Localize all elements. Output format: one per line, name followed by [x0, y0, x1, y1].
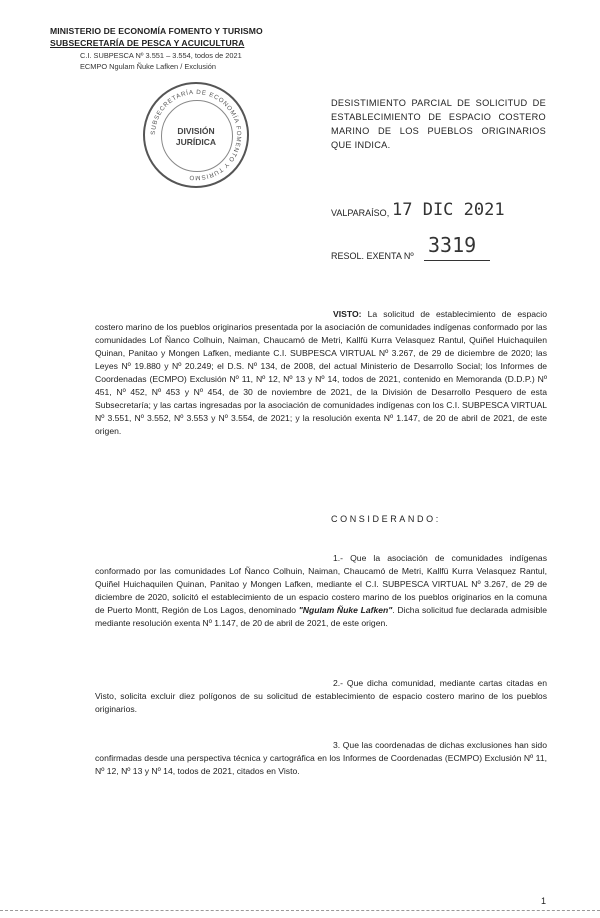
page-number: 1 — [540, 896, 546, 906]
document-header — [50, 26, 280, 73]
considerando-2 — [95, 677, 547, 716]
considerando-heading: CONSIDERANDO: — [331, 514, 441, 524]
resolution-subject: DESISTIMIENTO PARCIAL DE SOLICITUD DE ESTABLECIMIENTO DE ESPACIO COSTERO MARINO DE LOS PUEBLOS ORIGINARIOS QUE INDICA. — [331, 98, 546, 150]
considerando-1-text-a: Que la asociación de comunidades indígenas conformado por las comunidades Lof Ñanco Colhuin, Naiman, Chaucamó de Metri, Kallfü Kurra Velasquez Rantul, Quiñel Huichaquilen Quinan, Panitao y Mongen Lafken, mediante el C.I. SUBPESCA VIRTUAL Nº 3.267, de 29 de diciembre de 2020, solicitó el establecimiento de un espacio costero marino de los pueblos originarios en la comuna de Puerto Montt, Región de Los Lagos, denominado — [95, 553, 547, 615]
stamp-line-1: DIVISIÓN — [177, 126, 215, 136]
reference-line-2: ECMPO Ngulam Ñuke Lafken / Exclusión — [80, 62, 216, 72]
scan-edge-line — [0, 910, 600, 911]
date-stamp: 17 DIC 2021 — [392, 200, 505, 220]
considerando-2-number: 2.- — [333, 678, 344, 688]
considerando-2-text: Que dicha comunidad, mediante cartas citadas en Visto, solicita excluir diez polígonos de su solicitud de establecimiento de espacio costero marino de los pueblos originarios. — [95, 678, 547, 714]
resolution-underline — [424, 260, 490, 261]
ministry-name: MINISTERIO DE ECONOMÍA FOMENTO Y TURISMO — [50, 26, 263, 36]
resolution-label: RESOL. EXENTA Nº — [331, 251, 414, 261]
considerando-3-number: 3. — [333, 740, 341, 750]
resolution-number: 3319 — [428, 233, 477, 257]
stamp-label — [145, 126, 247, 148]
visto-text: La solicitud de establecimiento de espacio costero marino de los pueblos originarios presentada por la asociación de comunidades indígenas conformado por las comunidades Lof Ñanco Colhuin, Naiman, Chaucamó de Metri, Kallfü Kurra Velasquez Rantul, Quiñel Huichaquilen Quinan, Panitao y Mongen Lafken, mediante C.I. SUBPESCA VIRTUAL Nº 3.267, de 29 de diciembre de 2020; las Leyes Nº 19.880 y Nº 20.249; el D.S. Nº 134, de 2008, del actual Ministerio de Desarrollo Social; los Informes de Coordenadas (ECMPO) Exclusión Nº 11, Nº 12, Nº 13 y Nº 14, todos de 2021, contenido en Memoranda (D.D.P.) Nº 451, Nº 452, Nº 453 y Nº 454, de 30 de noviembre de 2021, de la División de Desarrollo Pesquero de esta Subsecretaría; y las cartas ingresadas por la asociación de comunidades indígenas con los C.I. SUBPESCA VIRTUAL Nº 3.551, Nº 3.552, Nº 3.553 y Nº 3.554, de 2021; y la resolución exenta Nº 1.147, de 20 de abril de 2021, de este origen. — [95, 309, 547, 436]
visto-label: VISTO: — [333, 309, 362, 319]
ecmpo-name: "Ngulam Ñuke Lafken" — [298, 605, 393, 615]
svg-text:SUBSECRETARÍA DE ECONOMÍA FOME: SUBSECRETARÍA DE ECONOMÍA FOMENTO Y TURISMO — [149, 88, 243, 182]
considerando-3 — [95, 739, 547, 778]
considerando-3-text: Que las coordenadas de dichas exclusiones han sido confirmadas desde una perspectiva técnica y cartográfica en los Informes de Coordenadas (ECMPO) Exclusión Nº 11, Nº 12, Nº 13 y Nº 14, todos de 2021, citados en Visto. — [95, 740, 547, 776]
considerando-1-number: 1.- — [333, 553, 344, 563]
reference-line-1: C.I. SUBPESCA Nº 3.551 – 3.554, todos de 2021 — [80, 50, 242, 60]
place-label: VALPARAÍSO, — [331, 208, 390, 218]
subsecretaria-name: SUBSECRETARÍA DE PESCA Y ACUICULTURA — [50, 37, 245, 48]
division-juridica-stamp — [143, 82, 249, 188]
visto-paragraph — [95, 308, 547, 438]
stamp-line-2: JURÍDICA — [175, 137, 217, 147]
considerando-1-text-b: . Dicha solicitud fue declarada admisible mediante resolución exenta Nº 1.147, de 20 de abril de 2021, de este origen. — [95, 605, 547, 628]
considerando-1 — [95, 552, 547, 630]
